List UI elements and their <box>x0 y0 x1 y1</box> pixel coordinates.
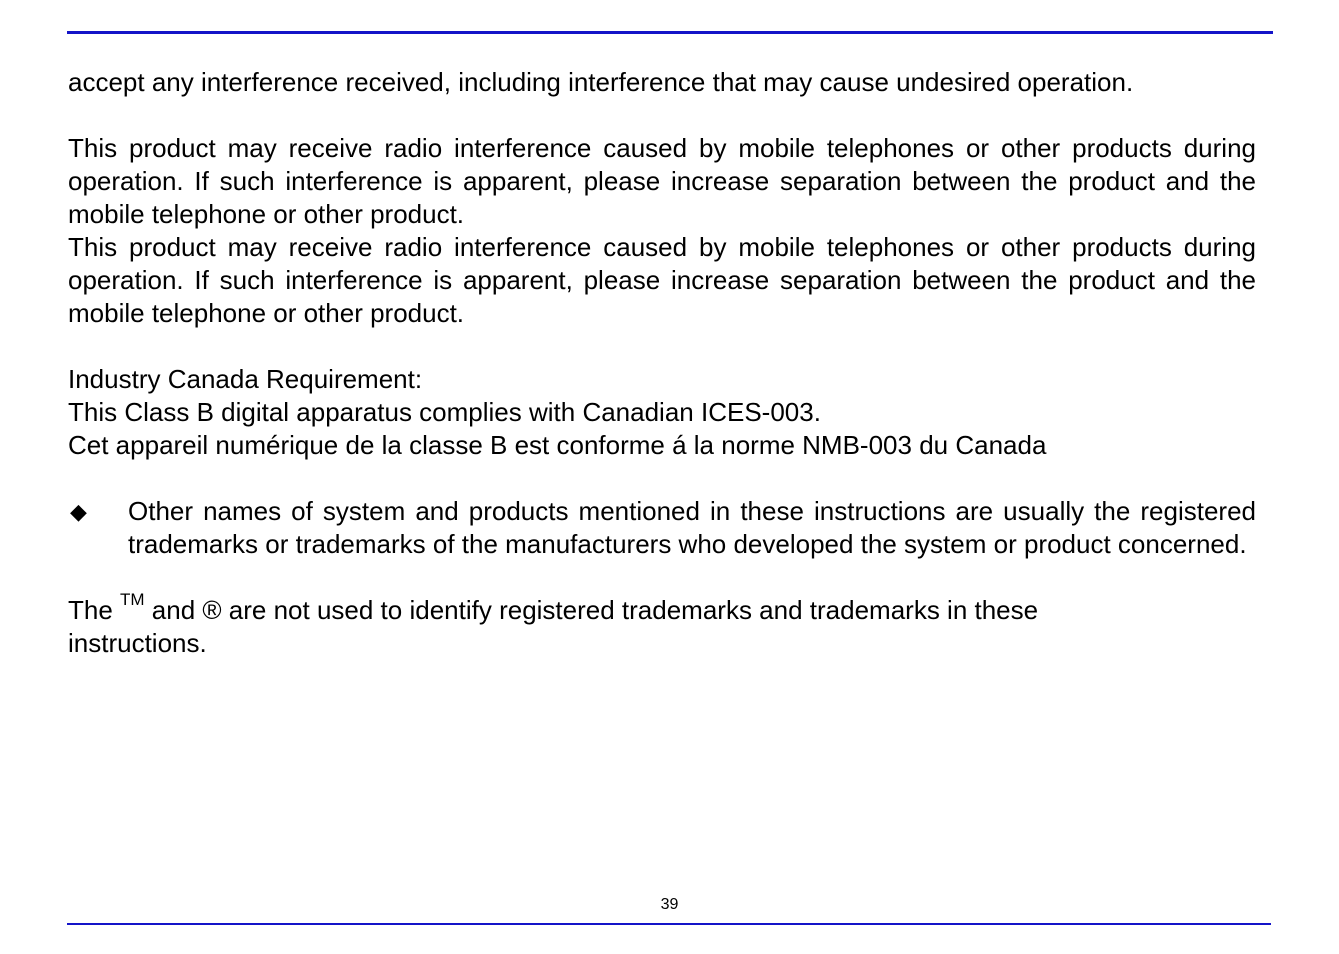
top-rule <box>67 31 1273 34</box>
diamond-bullet-icon: ◆ <box>70 499 87 524</box>
interference-paragraph-1: This product may receive radio interference caused by mobile telephones or other products during operation. If such interference is apparent, please increase separation between the product and the mobile telephone or other product. <box>68 133 1256 229</box>
spacer <box>68 99 1256 132</box>
tm-notice-prefix: The <box>68 595 121 625</box>
spacer <box>68 561 1256 594</box>
industry-canada-heading: Industry Canada Requirement: <box>68 364 423 394</box>
page-number: 39 <box>660 896 679 913</box>
trademark-bullet <box>68 495 1256 561</box>
industry-canada-french: Cet appareil numérique de la classe B est conforme á la norme NMB-003 du Canada <box>68 430 1047 460</box>
page-body <box>68 66 1256 660</box>
tm-symbol: TM <box>120 590 145 610</box>
tm-notice-line2: instructions. <box>68 628 207 658</box>
intro-line: accept any interference received, including interference that may cause undesired operation. <box>68 67 1134 97</box>
industry-canada-english: This Class B digital apparatus complies with Canadian ICES-003. <box>68 397 821 427</box>
interference-paragraph-2: This product may receive radio interference caused by mobile telephones or other products during operation. If such interference is apparent, please increase separation between the product and the mobile telephone or other product. <box>68 232 1256 328</box>
spacer <box>68 462 1256 495</box>
tm-notice <box>68 590 1256 660</box>
trademark-bullet-text: Other names of system and products mentioned in these instructions are usually the registered trademarks or trademarks of the manufacturers who developed the system or product concerned. <box>128 496 1256 559</box>
spacer <box>68 330 1256 363</box>
tm-notice-suffix: and ® are not used to identify registered trademarks and trademarks in these <box>144 595 1039 625</box>
bottom-rule <box>67 923 1271 925</box>
